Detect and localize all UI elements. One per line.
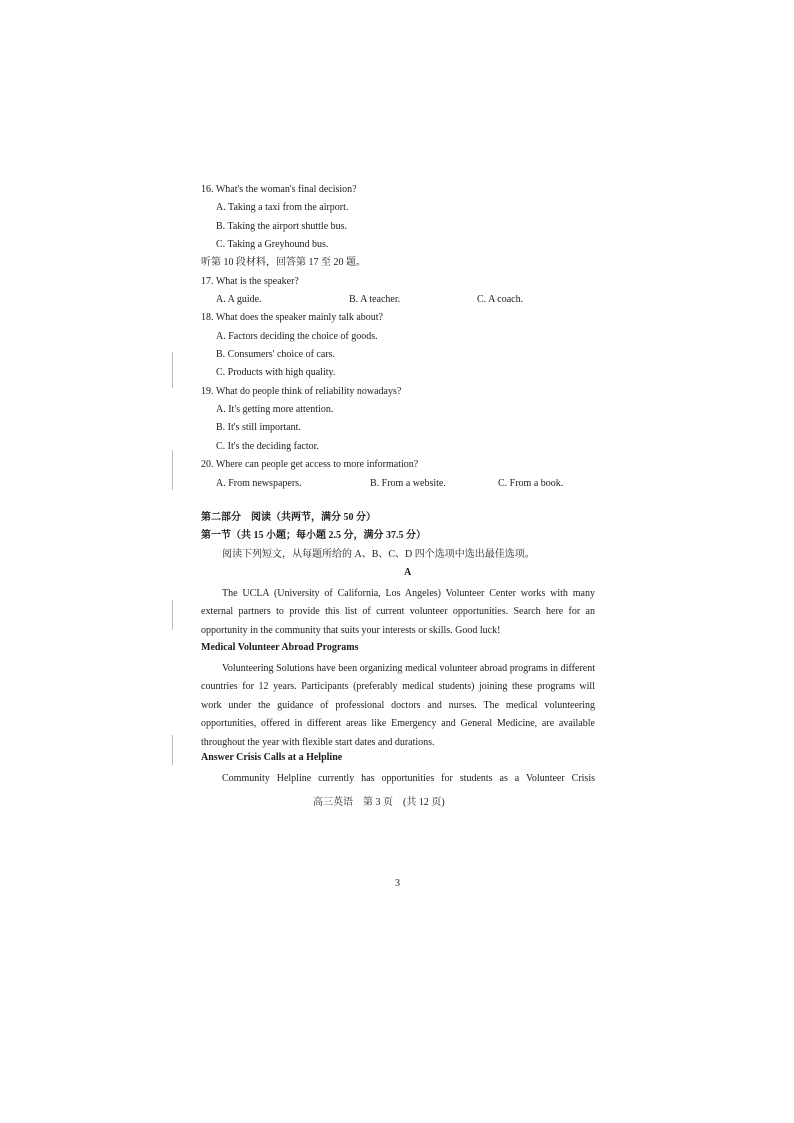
page-footer-label: 高三英语 第 3 页 (共 12 页) [313,797,445,808]
question-20-stem: 20. Where can people get access to more information? [201,459,419,470]
question-20-option-b[interactable]: B. From a website. [370,478,446,489]
question-18-option-c[interactable]: C. Products with high quality. [216,367,336,378]
passage-paragraph-medical-text: Volunteering Solutions have been organizing medical volunteer abroad programs in different countries for 12 years. Participants (preferably medical students) joining these programs will work under the guidance of professional doctors and nurses. The medical volunteering opportunities, offered in different areas like Emergency and General Medicine, are available throughout the year with flexible start dates and durations. [201,663,595,748]
binding-margin-mark [172,600,173,630]
passage-letter: A [404,567,412,578]
question-16-option-a[interactable]: A. Taking a taxi from the airport. [216,202,349,213]
question-18-option-a[interactable]: A. Factors deciding the choice of goods. [216,331,378,342]
question-17-option-c[interactable]: C. A coach. [477,294,524,305]
question-19-option-b[interactable]: B. It's still important. [216,422,301,433]
passage-heading-medical: Medical Volunteer Abroad Programs [201,642,359,653]
passage-paragraph-helpline [201,770,595,788]
question-17-stem: 17. What is the speaker? [201,276,299,287]
passage-heading-helpline: Answer Crisis Calls at a Helpline [201,752,343,763]
passage-paragraph-medical [201,660,595,752]
question-19-option-c[interactable]: C. It's the deciding factor. [216,441,319,452]
question-16-option-b[interactable]: B. Taking the airport shuttle bus. [216,221,348,232]
question-16-option-c[interactable]: C. Taking a Greyhound bus. [216,239,329,250]
passage-paragraph-helpline-text: Community Helpline currently has opportunities for students as a Volunteer Crisis [222,773,595,784]
question-18-option-b[interactable]: B. Consumers' choice of cars. [216,349,335,360]
binding-margin-mark [172,735,173,765]
question-20-option-a[interactable]: A. From newspapers. [216,478,302,489]
reading-section-title: 第一节（共 15 小题；每小题 2.5 分，满分 37.5 分） [201,530,426,541]
question-20-option-c[interactable]: C. From a book. [498,478,564,489]
reading-part-title: 第二部分 阅读（共两节，满分 50 分） [201,512,376,523]
reading-instruction: 阅读下列短文，从每题所给的 A、B、C、D 四个选项中选出最佳选项。 [222,549,535,560]
passage-intro-text: The UCLA (University of California, Los Angeles) Volunteer Center works with many external partners to provide this list of current volunteer opportunities. Search here for an opportunity in the community that suits your interests or skills. Good luck! [201,588,595,636]
page-number: 3 [395,878,400,889]
question-17-option-b[interactable]: B. A teacher. [349,294,401,305]
binding-margin-mark [172,450,173,490]
question-19-stem: 19. What do people think of reliability nowadays? [201,386,402,397]
section-10-instruction: 听第 10 段材料，回答第 17 至 20 题。 [201,257,366,268]
question-18-stem: 18. What does the speaker mainly talk about? [201,312,383,323]
binding-margin-mark [172,352,173,388]
passage-intro [201,585,595,640]
question-16-stem: 16. What's the woman's final decision? [201,184,357,195]
question-19-option-a[interactable]: A. It's getting more attention. [216,404,334,415]
question-17-option-a[interactable]: A. A guide. [216,294,262,305]
